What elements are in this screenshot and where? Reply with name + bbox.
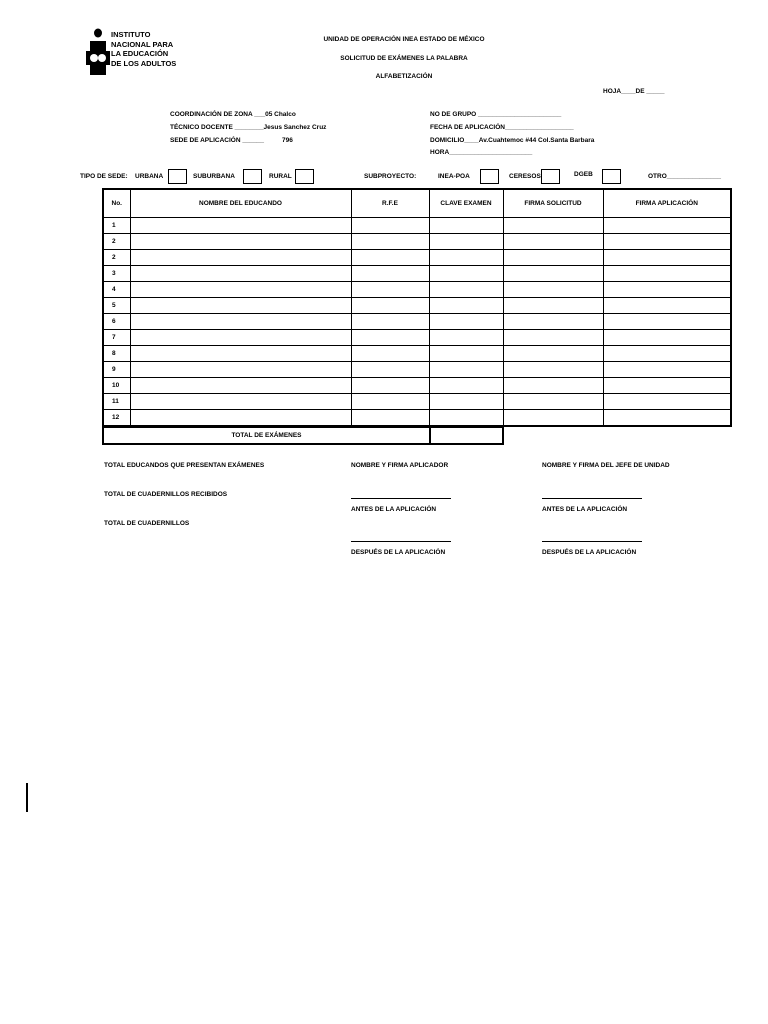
table-cell[interactable]: [351, 282, 429, 298]
aplicador-antes-signature-line[interactable]: [351, 498, 451, 499]
table-row: [103, 234, 731, 250]
table-cell[interactable]: [603, 410, 731, 427]
table-cell[interactable]: [503, 330, 603, 346]
jefe-despues-label: DESPUÉS DE LA APLICACIÓN: [542, 549, 637, 556]
table-cell[interactable]: [351, 250, 429, 266]
table-cell[interactable]: [429, 250, 503, 266]
inea-poa-label: INEA-POA: [438, 173, 470, 180]
table-row: [103, 362, 731, 378]
ceresos-checkbox[interactable]: [541, 169, 560, 184]
aplicador-despues-label: DESPUÉS DE LA APLICACIÓN: [351, 549, 446, 556]
table-cell[interactable]: [429, 314, 503, 330]
table-cell[interactable]: [429, 218, 503, 234]
table-row: [103, 346, 731, 362]
row-number: 9: [103, 362, 130, 378]
col-header-clave: CLAVE EXAMEN: [429, 189, 503, 218]
table-cell[interactable]: [603, 282, 731, 298]
table-cell[interactable]: [603, 362, 731, 378]
header-title-2: SOLICITUD DE EXÁMENES LA PALABRA: [340, 55, 468, 62]
table-body: [103, 218, 731, 427]
row-number: 7: [103, 330, 130, 346]
table-cell[interactable]: [351, 330, 429, 346]
jefe-despues-signature-line[interactable]: [542, 541, 642, 542]
table-cell[interactable]: [503, 314, 603, 330]
rural-checkbox[interactable]: [295, 169, 314, 184]
col-header-firma-aplicacion: FIRMA APLICACIÓN: [603, 189, 731, 218]
col-header-rfe: R.F.E: [351, 189, 429, 218]
table-cell[interactable]: [429, 346, 503, 362]
rural-label: RURAL: [269, 173, 292, 180]
total-examenes-label: TOTAL DE EXÁMENES: [231, 432, 302, 439]
row-number: 12: [103, 410, 130, 427]
col-header-nombre: NOMBRE DEL EDUCANDO: [130, 189, 351, 218]
table-cell[interactable]: [130, 266, 351, 282]
aplicador-label: NOMBRE Y FIRMA APLICADOR: [351, 462, 449, 469]
table-cell[interactable]: [130, 346, 351, 362]
row-number: 3: [103, 266, 130, 282]
table-cell[interactable]: [429, 298, 503, 314]
tipo-sede-label: TIPO DE SEDE:: [80, 173, 128, 180]
table-cell[interactable]: [603, 346, 731, 362]
table-cell[interactable]: [503, 346, 603, 362]
table-cell[interactable]: [429, 234, 503, 250]
row-number: 2: [103, 234, 130, 250]
ceresos-label: CERESOS: [509, 173, 541, 180]
row-number: 4: [103, 282, 130, 298]
col-header-firma-solicitud: FIRMA SOLICITUD: [503, 189, 603, 218]
table-cell[interactable]: [130, 362, 351, 378]
table-row: [103, 298, 731, 314]
logo-line: INSTITUTO: [111, 30, 151, 39]
col-header-no: No.: [103, 189, 130, 218]
table-cell[interactable]: [130, 394, 351, 410]
total-educandos-label: TOTAL EDUCANDOS QUE PRESENTAN EXÁMENES: [104, 462, 265, 469]
table-cell[interactable]: [351, 362, 429, 378]
table-cell[interactable]: [429, 330, 503, 346]
table-cell[interactable]: [351, 346, 429, 362]
table-cell[interactable]: [351, 218, 429, 234]
table-cell[interactable]: [603, 250, 731, 266]
otro-field[interactable]: OTRO_______________: [648, 173, 722, 180]
jefe-antes-signature-line[interactable]: [542, 498, 642, 499]
row-number: 8: [103, 346, 130, 362]
table-row: [103, 218, 731, 234]
table-row: [103, 282, 731, 298]
table-cell[interactable]: [603, 378, 731, 394]
row-number: 5: [103, 298, 130, 314]
tecnico-field[interactable]: TÉCNICO DOCENTE ________Jesus Sanchez Cruz: [170, 124, 327, 131]
row-number: 6: [103, 314, 130, 330]
table-cell[interactable]: [503, 218, 603, 234]
jefe-label: NOMBRE Y FIRMA DEL JEFE DE UNIDAD: [542, 462, 670, 469]
table-row: [103, 394, 731, 410]
row-number: 10: [103, 378, 130, 394]
table-cell[interactable]: [503, 410, 603, 427]
table-cell[interactable]: [130, 234, 351, 250]
table-cell[interactable]: [351, 234, 429, 250]
table-cell[interactable]: [351, 266, 429, 282]
logo-line: LA EDUCACIÓN: [111, 49, 169, 58]
table-header-row: [103, 189, 731, 218]
inea-poa-checkbox[interactable]: [480, 169, 499, 184]
aplicador-antes-label: ANTES DE LA APLICACIÓN: [351, 506, 437, 513]
table-cell[interactable]: [603, 298, 731, 314]
row-number: 11: [103, 394, 130, 410]
table-cell[interactable]: [603, 394, 731, 410]
row-number: 2: [103, 250, 130, 266]
total-examenes-label-cell: [102, 427, 431, 445]
table-row: [103, 410, 731, 427]
table-cell[interactable]: [603, 266, 731, 282]
table-cell[interactable]: [351, 314, 429, 330]
row-number: 1: [103, 218, 130, 234]
coordinacion-field[interactable]: COORDINACIÓN DE ZONA ___05 Chalco: [170, 111, 296, 118]
header-title-1: UNIDAD DE OPERACIÓN INEA ESTADO DE MÉXICO: [323, 36, 485, 43]
table-cell[interactable]: [603, 314, 731, 330]
suburbana-label: SUBURBANA: [193, 173, 235, 180]
total-recibidos-label: TOTAL DE CUADERNILLOS RECIBIDOS: [104, 491, 228, 498]
urbana-checkbox[interactable]: [168, 169, 187, 184]
table-row: [103, 266, 731, 282]
table-cell[interactable]: [503, 234, 603, 250]
table-cell[interactable]: [603, 330, 731, 346]
urbana-label: URBANA: [135, 173, 164, 180]
logo-text: [111, 30, 176, 68]
table-cell[interactable]: [130, 410, 351, 427]
sede-value: 796: [282, 137, 293, 144]
table-cell[interactable]: [130, 314, 351, 330]
table-cell[interactable]: [130, 378, 351, 394]
table-cell[interactable]: [351, 394, 429, 410]
table-cell[interactable]: [429, 410, 503, 427]
table-cell[interactable]: [130, 218, 351, 234]
table-cell[interactable]: [130, 282, 351, 298]
table-cell[interactable]: [503, 298, 603, 314]
table-cell[interactable]: [429, 378, 503, 394]
domicilio-field[interactable]: DOMICILIO____Av.Cuahtemoc #44 Col.Santa Barbara: [430, 137, 595, 144]
dgeb-checkbox[interactable]: [602, 169, 621, 184]
table-cell[interactable]: [429, 266, 503, 282]
aplicador-despues-signature-line[interactable]: [351, 541, 451, 542]
table-cell[interactable]: [503, 250, 603, 266]
logo-line: NACIONAL PARA: [111, 39, 174, 49]
subproyecto-label: SUBPROYECTO:: [364, 173, 417, 180]
table-cell[interactable]: [130, 330, 351, 346]
table-row: [103, 250, 731, 266]
exam-table: [102, 188, 732, 427]
header-title-3: ALFABETIZACIÓN: [375, 73, 433, 80]
table-cell[interactable]: [503, 394, 603, 410]
dgeb-label: DGEB: [574, 171, 593, 178]
hoja-field[interactable]: HOJA____DE _____: [603, 88, 665, 95]
table-cell[interactable]: [130, 250, 351, 266]
table-cell[interactable]: [503, 378, 603, 394]
table-row: [103, 378, 731, 394]
table-cell[interactable]: [429, 394, 503, 410]
table-cell[interactable]: [503, 362, 603, 378]
sede-field[interactable]: SEDE DE APLICACIÓN ______: [170, 137, 265, 144]
fecha-field[interactable]: FECHA DE APLICACIÓN___________________: [430, 124, 574, 131]
total-cuadernillos-label: TOTAL DE CUADERNILLOS: [104, 520, 190, 527]
table-row: [103, 330, 731, 346]
table-cell[interactable]: [351, 298, 429, 314]
suburbana-checkbox[interactable]: [243, 169, 262, 184]
table-cell[interactable]: [429, 282, 503, 298]
table-cell[interactable]: [351, 410, 429, 427]
jefe-antes-label: ANTES DE LA APLICACIÓN: [542, 506, 628, 513]
logo-line: DE LOS ADULTOS: [111, 58, 177, 68]
total-examenes-value-cell[interactable]: [429, 427, 504, 445]
grupo-field[interactable]: NO DE GRUPO _______________________: [430, 111, 562, 118]
table-cell[interactable]: [130, 298, 351, 314]
table-cell[interactable]: [603, 218, 731, 234]
text-cursor: [26, 783, 28, 812]
table-cell[interactable]: [503, 282, 603, 298]
hora-field[interactable]: HORA_______________________: [430, 149, 533, 156]
table-cell[interactable]: [603, 234, 731, 250]
table-row: [103, 314, 731, 330]
table-cell[interactable]: [503, 266, 603, 282]
table-cell[interactable]: [351, 378, 429, 394]
table-cell[interactable]: [429, 362, 503, 378]
